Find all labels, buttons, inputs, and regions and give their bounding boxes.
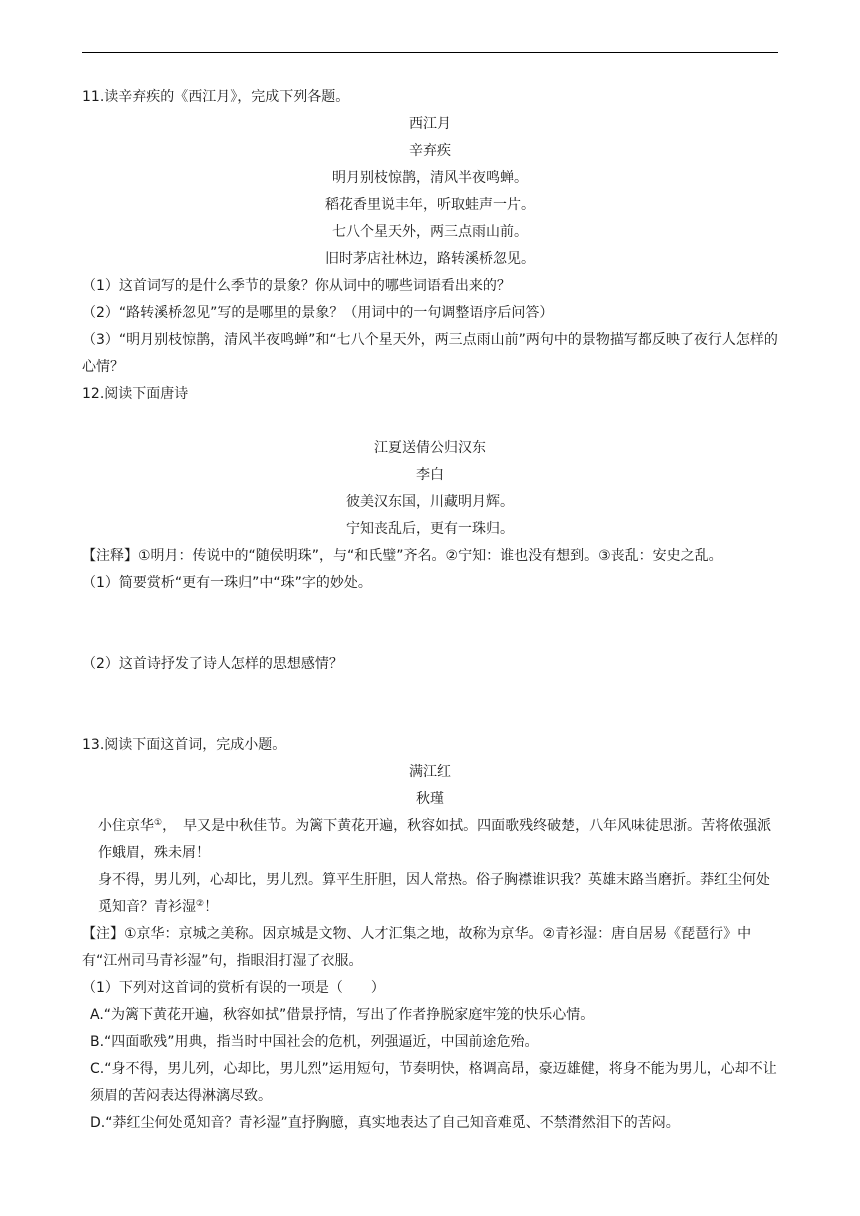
q12-poem-line: 宁知丧乱后，更有一珠归。 bbox=[346, 521, 514, 537]
q12-sub-question-2: （2）这首诗抒发了诗人怎样的思想感情？ bbox=[82, 656, 343, 672]
q13-poem-stanza-1 bbox=[82, 813, 778, 867]
q12-note: 【注释】①明月：传说中的“随侯明珠”，与“和氏璧”齐名。②宁知：谁也没有想到。③丧乱：安史之乱。 bbox=[82, 548, 723, 564]
q11-sub-question-3: （3）“明月别枝惊鹊，清风半夜鸣蝉”和“七八个星天外，两三点雨山前”两句中的景物描写都反映了夜行人怎样的心情？ bbox=[82, 332, 778, 375]
q11-sub-question-2: （2）“路转溪桥忽见”写的是哪里的景象？（用词中的一句调整语序后问答） bbox=[82, 305, 554, 321]
q13-stanza-2-text: ！ bbox=[204, 899, 219, 915]
q11-poem-line: 七八个星天外，两三点雨山前。 bbox=[332, 224, 528, 240]
q11-poem-line: 旧时茅店社林边，路转溪桥忽见。 bbox=[325, 251, 535, 267]
question-13 bbox=[82, 732, 778, 1137]
footnote-marker: ② bbox=[196, 899, 205, 909]
q13-option-b: B.“四面歌残”用典，指当时中国社会的危机，列强逼近，中国前途危殆。 bbox=[90, 1034, 539, 1050]
question-12 bbox=[82, 381, 778, 732]
q13-option-a: A.“为篱下黄花开遍，秋容如拭”借景抒情，写出了作者挣脱家庭牢笼的快乐心情。 bbox=[90, 1007, 595, 1023]
q11-sub-question-1: （1）这首词写的是什么季节的景象？你从词中的哪些词语看出来的？ bbox=[82, 278, 511, 294]
q13-option-c: C.“身不得，男儿列，心却比，男儿烈”运用短句，节奏明快，格调高昂，豪迈雄健，将身不能为男儿，心却不让须眉的苦闷表达得淋漓尽致。 bbox=[90, 1061, 777, 1104]
header-rule bbox=[82, 52, 778, 53]
q13-option-d: D.“莽红尘何处觅知音？青衫湿”直抒胸臆，真实地表达了自己知音难觅、不禁潸然泪下的苦闷。 bbox=[90, 1115, 680, 1131]
q11-poem-line: 稻花香里说丰年，听取蛙声一片。 bbox=[325, 197, 535, 213]
q13-stanza-1-text: 小住京华 bbox=[98, 818, 154, 834]
q12-poem-author: 李白 bbox=[416, 467, 444, 483]
q13-sub-question-1: （1）下列对这首词的赏析有误的一项是（ ） bbox=[82, 980, 385, 996]
footnote-marker: ① bbox=[154, 818, 163, 828]
q11-poem-title: 西江月 bbox=[409, 116, 451, 132]
q12-poem-line: 彼美汉东国，川藏明月辉。 bbox=[346, 494, 514, 510]
q13-stanza-1-text: ， 早又是中秋佳节。为篱下黄花开遍，秋容如拭。四面歌残终破楚，八年风味徒思浙。苦将侬强派作蛾眉，殊未屑！ bbox=[98, 818, 772, 861]
q13-poem-author: 秋瑾 bbox=[416, 791, 444, 807]
document-page bbox=[82, 84, 778, 1137]
q12-prompt: 12.阅读下面唐诗 bbox=[82, 386, 189, 402]
q11-prompt: 11.读辛弃疾的《西江月》，完成下列各题。 bbox=[82, 89, 350, 105]
q13-prompt: 13.阅读下面这首词，完成小题。 bbox=[82, 737, 287, 753]
question-11 bbox=[82, 84, 778, 381]
q13-stanza-2-text: 身不得，男儿列，心却比，男儿烈。算平生肝胆，因人常热。俗子胸襟谁识我？英雄末路当磨折。莽红尘何处觅知音？青衫湿 bbox=[98, 872, 770, 915]
q12-poem-title: 江夏送倩公归汉东 bbox=[374, 440, 486, 456]
q13-note: 【注】①京华：京城之美称。因京城是文物、人才汇集之地，故称为京华。②青衫湿：唐自居易《琵琶行》中有“江州司马青衫湿”句，指眼泪打湿了衣服。 bbox=[82, 926, 752, 969]
q13-poem-title: 满江红 bbox=[409, 764, 451, 780]
q11-poem-author: 辛弃疾 bbox=[409, 143, 451, 159]
q11-poem-line: 明月别枝惊鹊，清风半夜鸣蝉。 bbox=[332, 170, 528, 186]
q12-sub-question-1: （1）简要赏析“更有一珠归”中“珠”字的妙处。 bbox=[82, 575, 372, 591]
q13-poem-stanza-2 bbox=[82, 867, 778, 921]
